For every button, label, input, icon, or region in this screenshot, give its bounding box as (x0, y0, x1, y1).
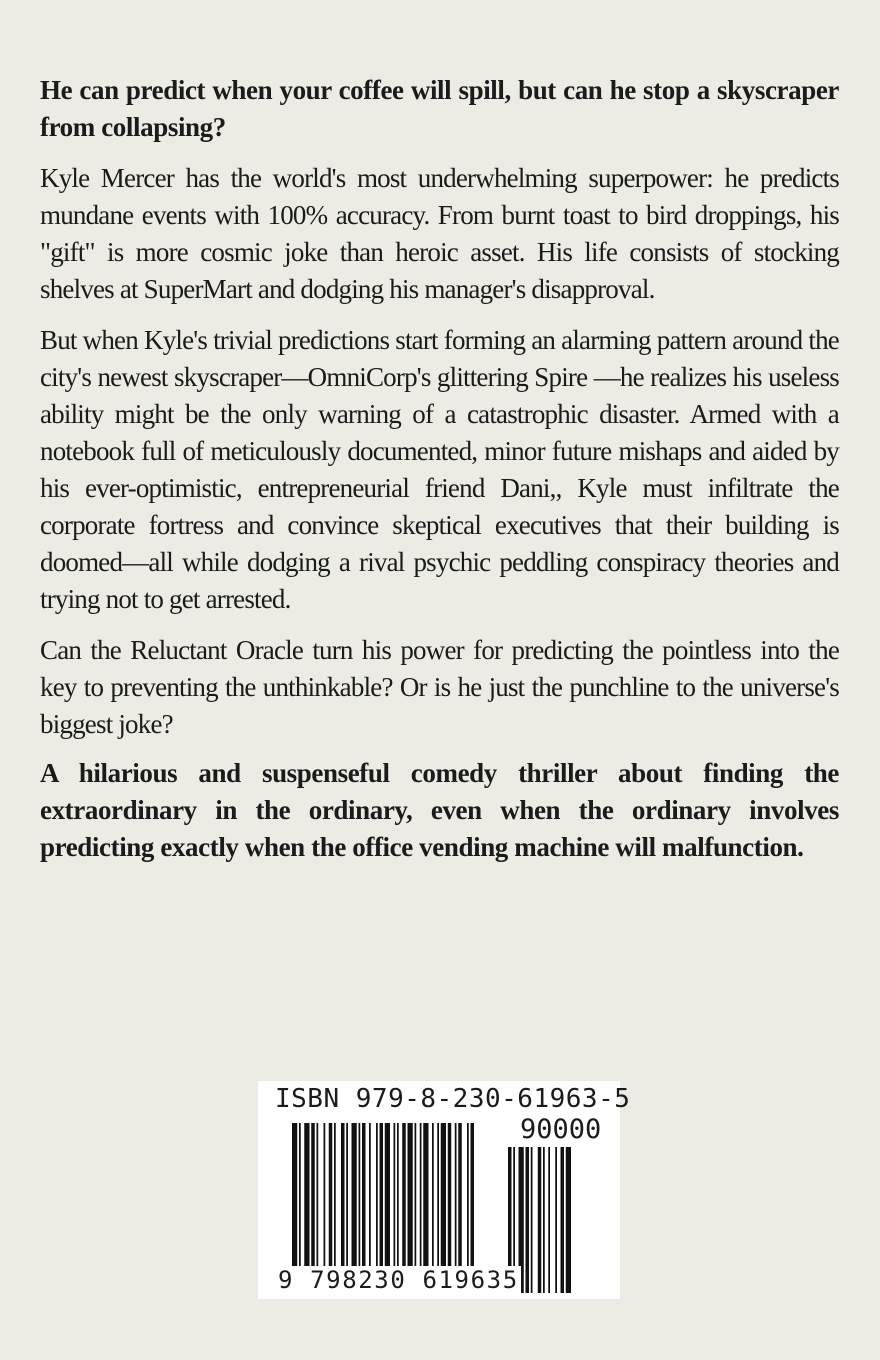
barcode-bar (304, 1123, 309, 1281)
barcode-bar (448, 1123, 452, 1281)
blurb-paragraph-1: Kyle Mercer has the world's most underwhelming superpower: he predicts mundane events with 100% accuracy. From burnt toast to bird droppings, his "gift" is more cosmic joke than heroic asset. His life consists of stocking shelves at SuperMart and dodging his manager's disapproval. (40, 163, 839, 304)
barcode-bar (376, 1123, 378, 1281)
barcode-bar (317, 1123, 319, 1281)
barcode-bar (458, 1123, 462, 1281)
back-cover-text (40, 72, 839, 866)
barcode-bar (380, 1123, 384, 1281)
barcode-bar (467, 1123, 469, 1281)
barcode-addon-bar (526, 1147, 530, 1293)
price-code: 90000 (520, 1114, 602, 1145)
barcode-bar (408, 1123, 413, 1281)
barcode-bar (471, 1123, 475, 1281)
barcode-addon-bar (548, 1147, 550, 1293)
barcode-bar (402, 1123, 406, 1281)
isbn-barcode (258, 1081, 631, 1299)
barcode-bar (341, 1123, 345, 1281)
barcode-bar (432, 1123, 434, 1281)
barcode-bar (352, 1123, 357, 1281)
barcode-bar (423, 1123, 428, 1281)
barcode-bar (311, 1123, 315, 1281)
barcode-addon-bar (555, 1147, 557, 1293)
barcode-addon-bar (566, 1147, 571, 1293)
barcode-bar (362, 1123, 366, 1281)
blurb-paragraph-3: Can the Reluctant Oracle turn his power for predicting the pointless into the key to preventing the unthinkable? Or is he just the punchline to the universe's biggest joke? (40, 635, 839, 739)
barcode-bar (441, 1123, 446, 1281)
ean-digits: 9 798230 619635 (278, 1266, 519, 1294)
barcode-bar (334, 1123, 336, 1281)
barcode-bar (346, 1123, 348, 1281)
barcode-addon-bar (561, 1147, 565, 1293)
barcode-bar (455, 1123, 457, 1281)
barcode-bar (394, 1123, 396, 1281)
tagline: A hilarious and suspenseful comedy thriller about finding the extraordinary in the ordinary, even when the ordinary involves predicting exactly when the office vending machine will malfunction. (40, 758, 839, 862)
barcode-bar (359, 1123, 361, 1281)
barcode-addon-bar (531, 1147, 533, 1293)
headline: He can predict when your coffee will spill, but can he stop a skyscraper from collapsing? (40, 75, 839, 142)
barcode-bar (292, 1123, 297, 1281)
barcode-bar (385, 1123, 390, 1281)
barcode-addon-bar (538, 1147, 542, 1293)
barcode-bar (397, 1123, 399, 1281)
isbn-label: ISBN 979-8-230-61963-5 (275, 1084, 631, 1114)
barcode-bar (324, 1123, 326, 1281)
barcode-bar (329, 1123, 333, 1281)
barcode-bar (415, 1123, 417, 1281)
barcode-bar (369, 1123, 371, 1281)
barcode-addon-bar (543, 1147, 545, 1293)
barcode-bar (299, 1123, 301, 1281)
blurb-paragraph-2: But when Kyle's trivial predictions start forming an alarming pattern around the city's newest skyscraper—OmniCorp's glittering Spire —he realizes his useless ability might be the only warning of a catastrophic disaster. Armed with a notebook full of meticulously documented, minor future mishaps and aided by his ever-optimistic, entrepreneurial friend Dani,, Kyle must infiltrate the corporate fortress and convince skeptical executives that their building is doomed—all while dodging a rival psychic peddling conspiracy theories and trying not to get arrested. (40, 325, 839, 614)
barcode-bar (420, 1123, 422, 1281)
barcode-bar (437, 1123, 439, 1281)
